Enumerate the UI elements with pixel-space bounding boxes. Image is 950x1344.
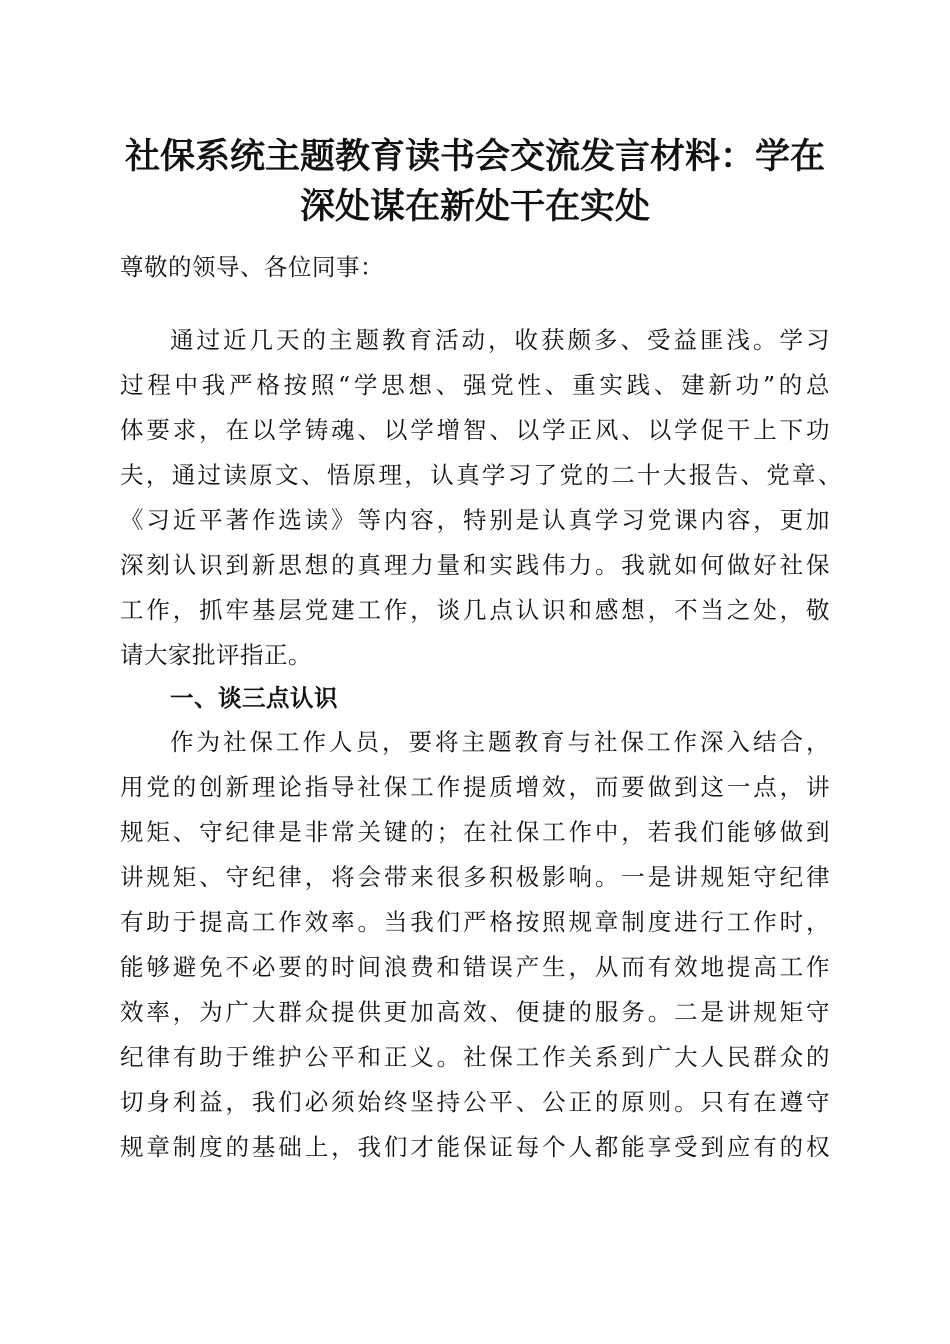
paragraph-1-line: 夫，通过读原文、悟原理，认真学习了党的二十大报告、党章、 bbox=[120, 461, 842, 489]
paragraph-1-line: 请大家批评指正。 bbox=[120, 641, 312, 669]
paragraph-1-line: 过程中我严格按照“学思想、强党性、重实践、建新功”的总 bbox=[120, 371, 830, 399]
salutation: 尊敬的领导、各位同事： bbox=[120, 253, 384, 281]
paragraph-2-line: 能够避免不必要的时间浪费和错误产生，从而有效地提高工作 bbox=[120, 953, 830, 981]
paragraph-1-line: 体要求，在以学铸魂、以学增智、以学正风、以学促干上下功 bbox=[120, 416, 830, 444]
paragraph-2-line: 规章制度的基础上，我们才能保证每个人都能享受到应有的权 bbox=[120, 1133, 830, 1161]
document-title-line-2: 深处谋在新处干在实处 bbox=[299, 186, 650, 227]
section-heading: 一、谈三点认识 bbox=[170, 684, 338, 712]
paragraph-1-line: 深刻认识到新思想的真理力量和实践伟力。我就如何做好社保 bbox=[120, 551, 830, 579]
paragraph-1-line: 《习近平著作选读》等内容，特别是认真学习党课内容，更加 bbox=[120, 506, 830, 534]
paragraph-1-line: 工作，抓牢基层党建工作，谈几点认识和感想，不当之处，敬 bbox=[120, 596, 830, 624]
paragraph-2-line: 纪律有助于维护公平和正义。社保工作关系到广大人民群众的 bbox=[120, 1043, 830, 1071]
paragraph-2-line: 讲规矩、守纪律，将会带来很多积极影响。一是讲规矩守纪律 bbox=[120, 863, 830, 891]
paragraph-2-line: 有助于提高工作效率。当我们严格按照规章制度进行工作时， bbox=[120, 908, 830, 936]
paragraph-1-line: 通过近几天的主题教育活动，收获颇多、受益匪浅。学习 bbox=[170, 326, 830, 354]
paragraph-2-line: 效率，为广大群众提供更加高效、便捷的服务。二是讲规矩守 bbox=[120, 998, 830, 1026]
paragraph-2-line: 切身利益，我们必须始终坚持公平、公正的原则。只有在遵守 bbox=[120, 1088, 830, 1116]
paragraph-2-line: 规矩、守纪律是非常关键的；在社保工作中，若我们能够做到 bbox=[120, 818, 830, 846]
document-title-line-1: 社保系统主题教育读书会交流发言材料：学在 bbox=[124, 136, 825, 177]
paragraph-2-line: 用党的创新理论指导社保工作提质增效，而要做到这一点，讲 bbox=[120, 773, 830, 801]
paragraph-2-line: 作为社保工作人员，要将主题教育与社保工作深入结合， bbox=[170, 728, 830, 756]
